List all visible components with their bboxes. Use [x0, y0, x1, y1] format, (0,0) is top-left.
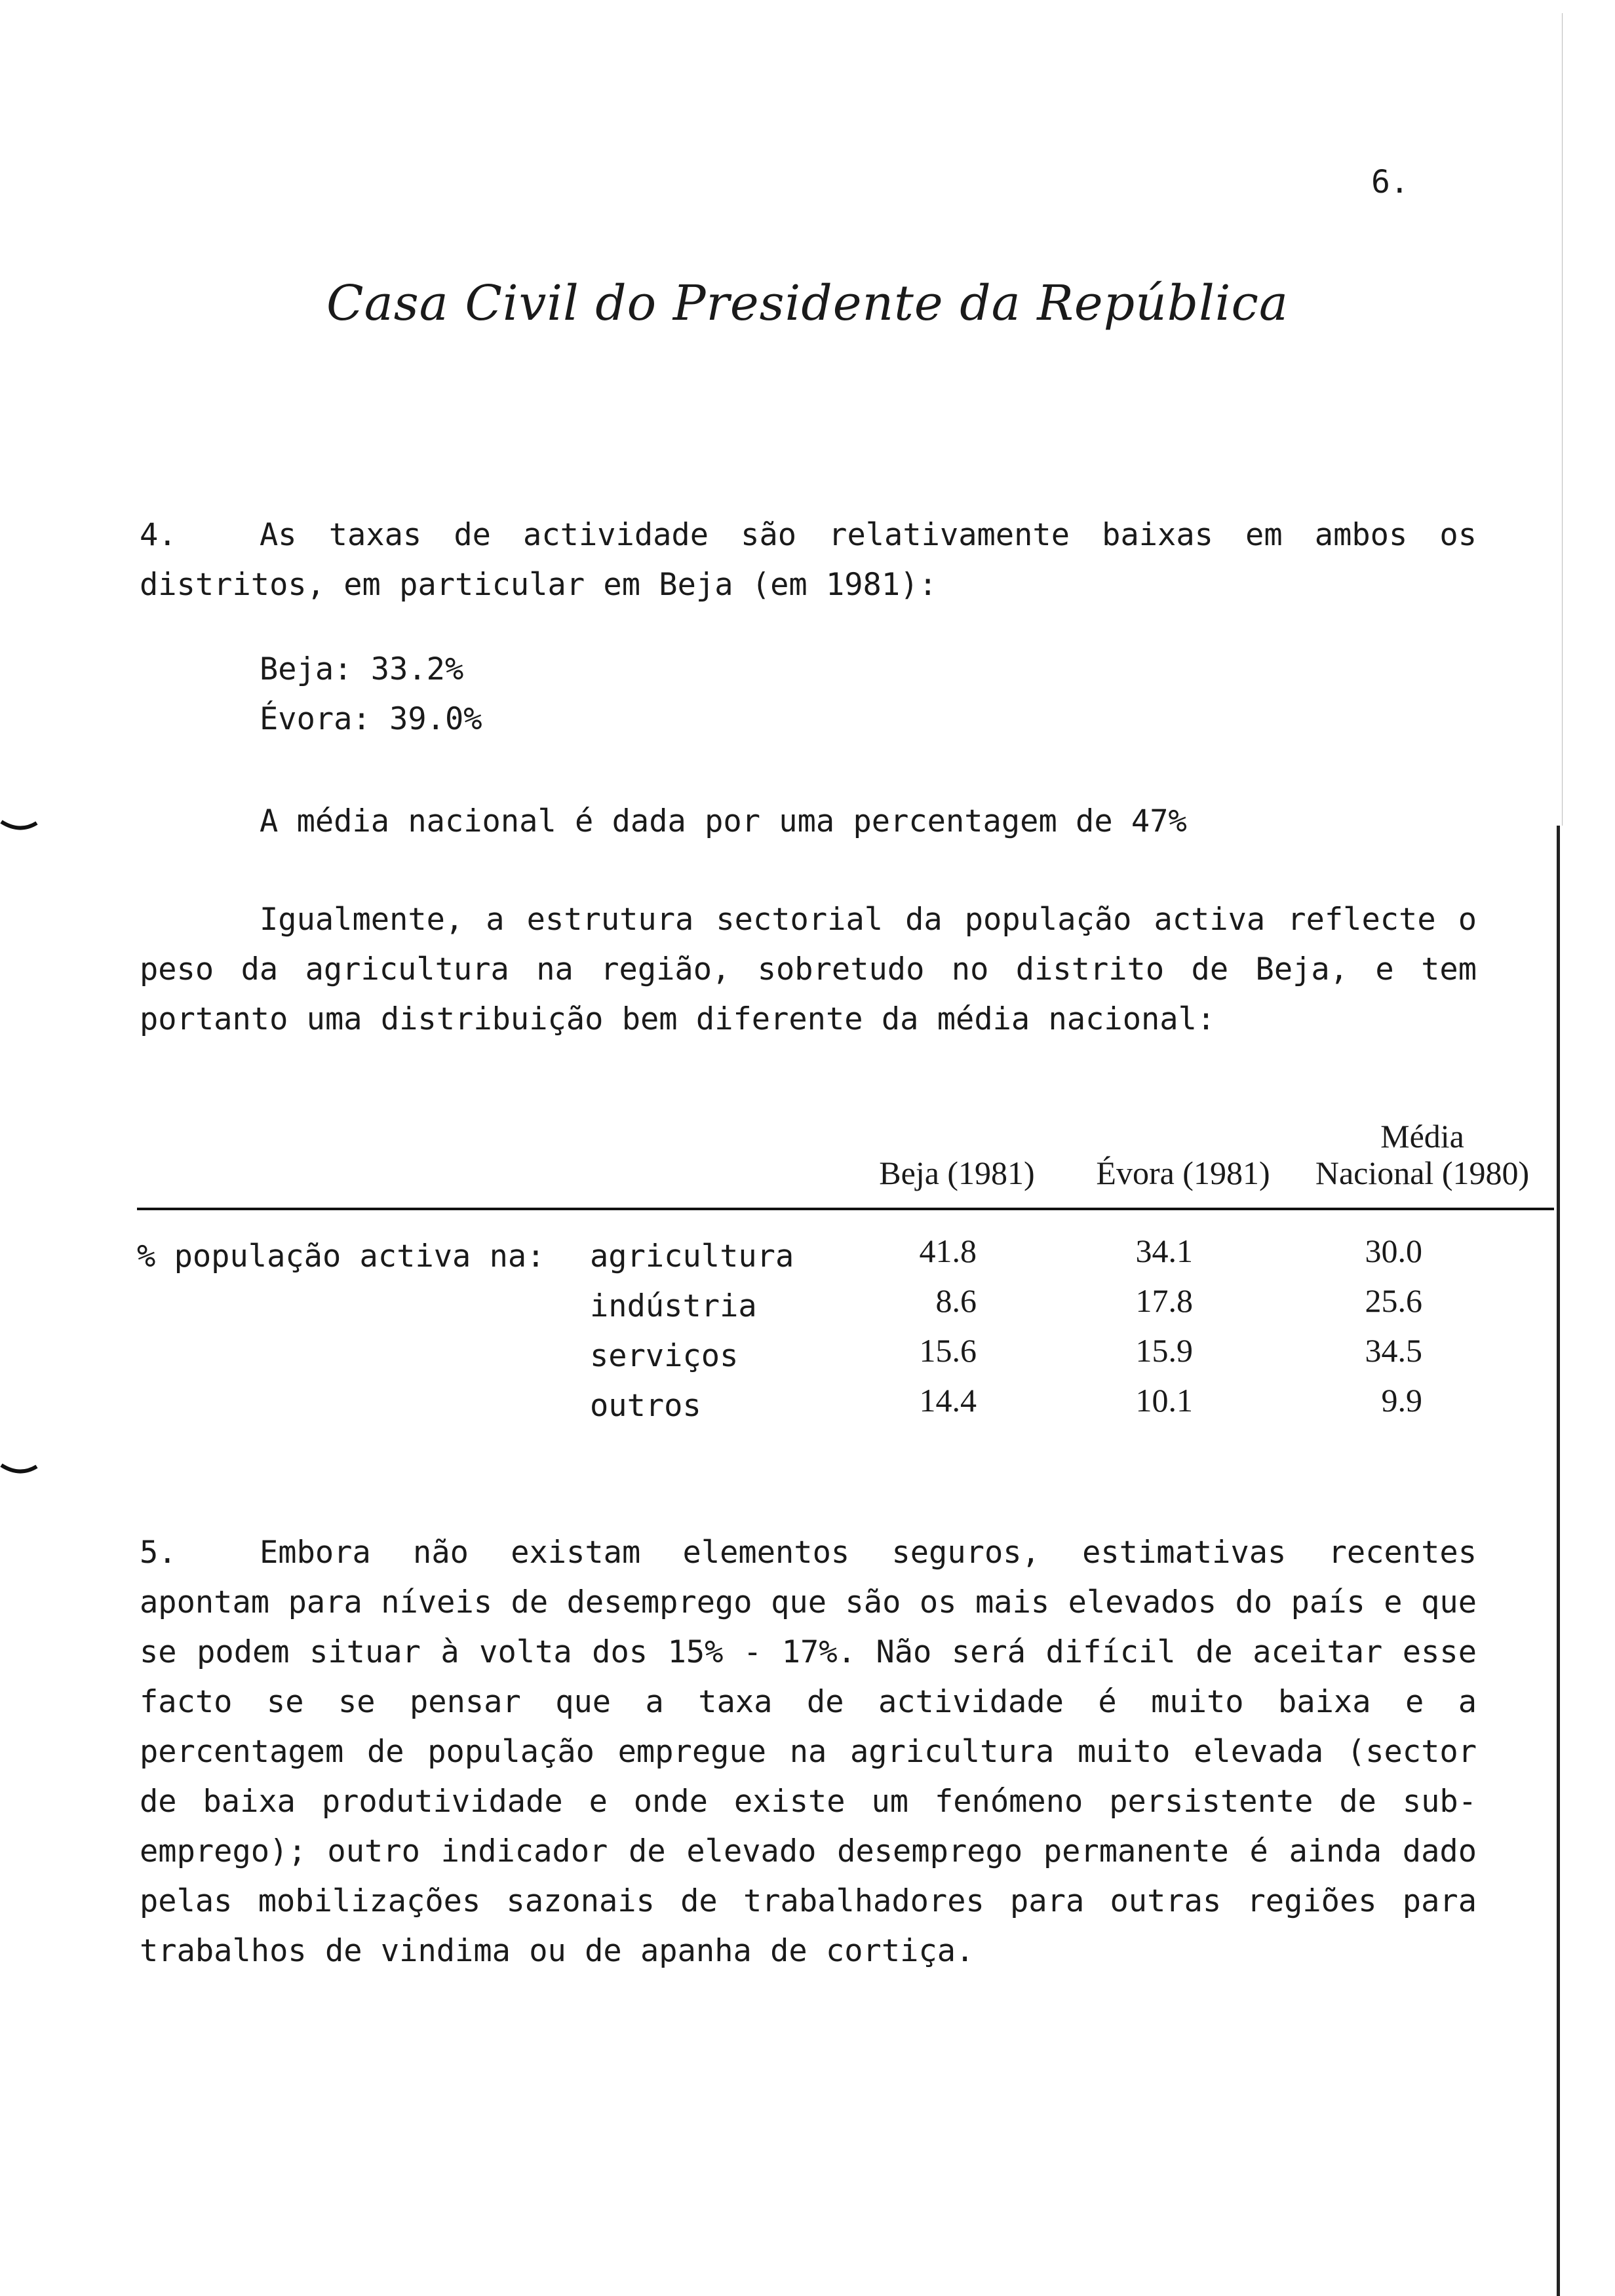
- table-header-nacional: Nacional (1980): [1315, 1155, 1530, 1191]
- table-cell: 10.1: [1135, 1382, 1193, 1419]
- rate-label: Évora:: [260, 701, 371, 737]
- table-sector-label: indústria: [590, 1288, 757, 1324]
- table-cell: 15.9: [1135, 1332, 1193, 1369]
- table-header-rule: [137, 1208, 1554, 1210]
- table-cell: 30.0: [1365, 1233, 1422, 1269]
- table-cell: 14.4: [919, 1382, 977, 1419]
- table-header-beja: Beja (1981): [879, 1155, 1035, 1191]
- binding-mark-icon: [0, 819, 39, 832]
- section-4-paragraph: [140, 510, 1477, 610]
- rate-value: 33.2%: [370, 651, 464, 687]
- table-cell: 17.8: [1135, 1282, 1193, 1319]
- table-sector-label: agricultura: [590, 1238, 794, 1274]
- table-sector-label: serviços: [590, 1338, 739, 1374]
- rate-item: [260, 695, 482, 744]
- section-number: 5.: [140, 1535, 177, 1571]
- table-cell: 41.8: [919, 1233, 977, 1269]
- table-sector-label: outros: [590, 1388, 701, 1424]
- table-cell: 15.6: [919, 1332, 977, 1369]
- section-4-text: As taxas de actividade são relativamente baixas em ambos os distritos, em particular em Beja (em 1981):: [140, 517, 1477, 603]
- national-average-text: A média nacional é dada por uma percentagem de 47%: [260, 803, 1187, 839]
- page-number: 6.: [1371, 164, 1409, 201]
- sectoral-structure-paragraph: Igualmente, a estrutura sectorial da população activa reflecte o peso da agricultura na região, sobretudo no distrito de Beja, e tem portanto uma distribuição bem diferente da média nacional:: [140, 902, 1477, 1037]
- rate-value: 39.0%: [389, 701, 482, 737]
- table-cell: 34.1: [1135, 1233, 1193, 1269]
- table-cell: 25.6: [1365, 1282, 1422, 1319]
- scan-margin-line: [1557, 826, 1560, 2296]
- section-5-text: Embora não existam elementos seguros, estimativas recentes apontam para níveis de desemprego que são os mais elevados do país e que se podem situar à volta dos 15% - 17%. Não será difícil de aceitar esse facto se se pensar que a taxa de actividade é muito baixa e a percentagem de população empregue na agricultura muito elevada (sector de baixa produtividade e onde existe um fenómeno persistente de sub-emprego); outro indicador de elevado desemprego permanente é ainda dado pelas mobilizações sazonais de trabalhadores para outras regiões para trabalhos de vindima ou de apanha de cortiça.: [140, 1535, 1477, 1969]
- section-5-paragraph: [140, 1528, 1477, 1976]
- rate-item: [260, 645, 463, 695]
- table-cell: 8.6: [935, 1282, 977, 1319]
- section-number: 4.: [140, 517, 177, 553]
- table-cell: 9.9: [1381, 1382, 1422, 1419]
- table-cell: 34.5: [1365, 1332, 1422, 1369]
- binding-mark-icon: [0, 1463, 39, 1476]
- scan-margin-line-faint: [1562, 13, 1563, 826]
- rate-label: Beja:: [260, 651, 353, 687]
- table-header-evora: Évora (1981): [1096, 1155, 1270, 1191]
- table-row-label: % população activa na:: [137, 1238, 545, 1274]
- table-header-media: Média: [1380, 1118, 1464, 1155]
- letterhead: Casa Civil do Presidente da República: [326, 275, 1289, 332]
